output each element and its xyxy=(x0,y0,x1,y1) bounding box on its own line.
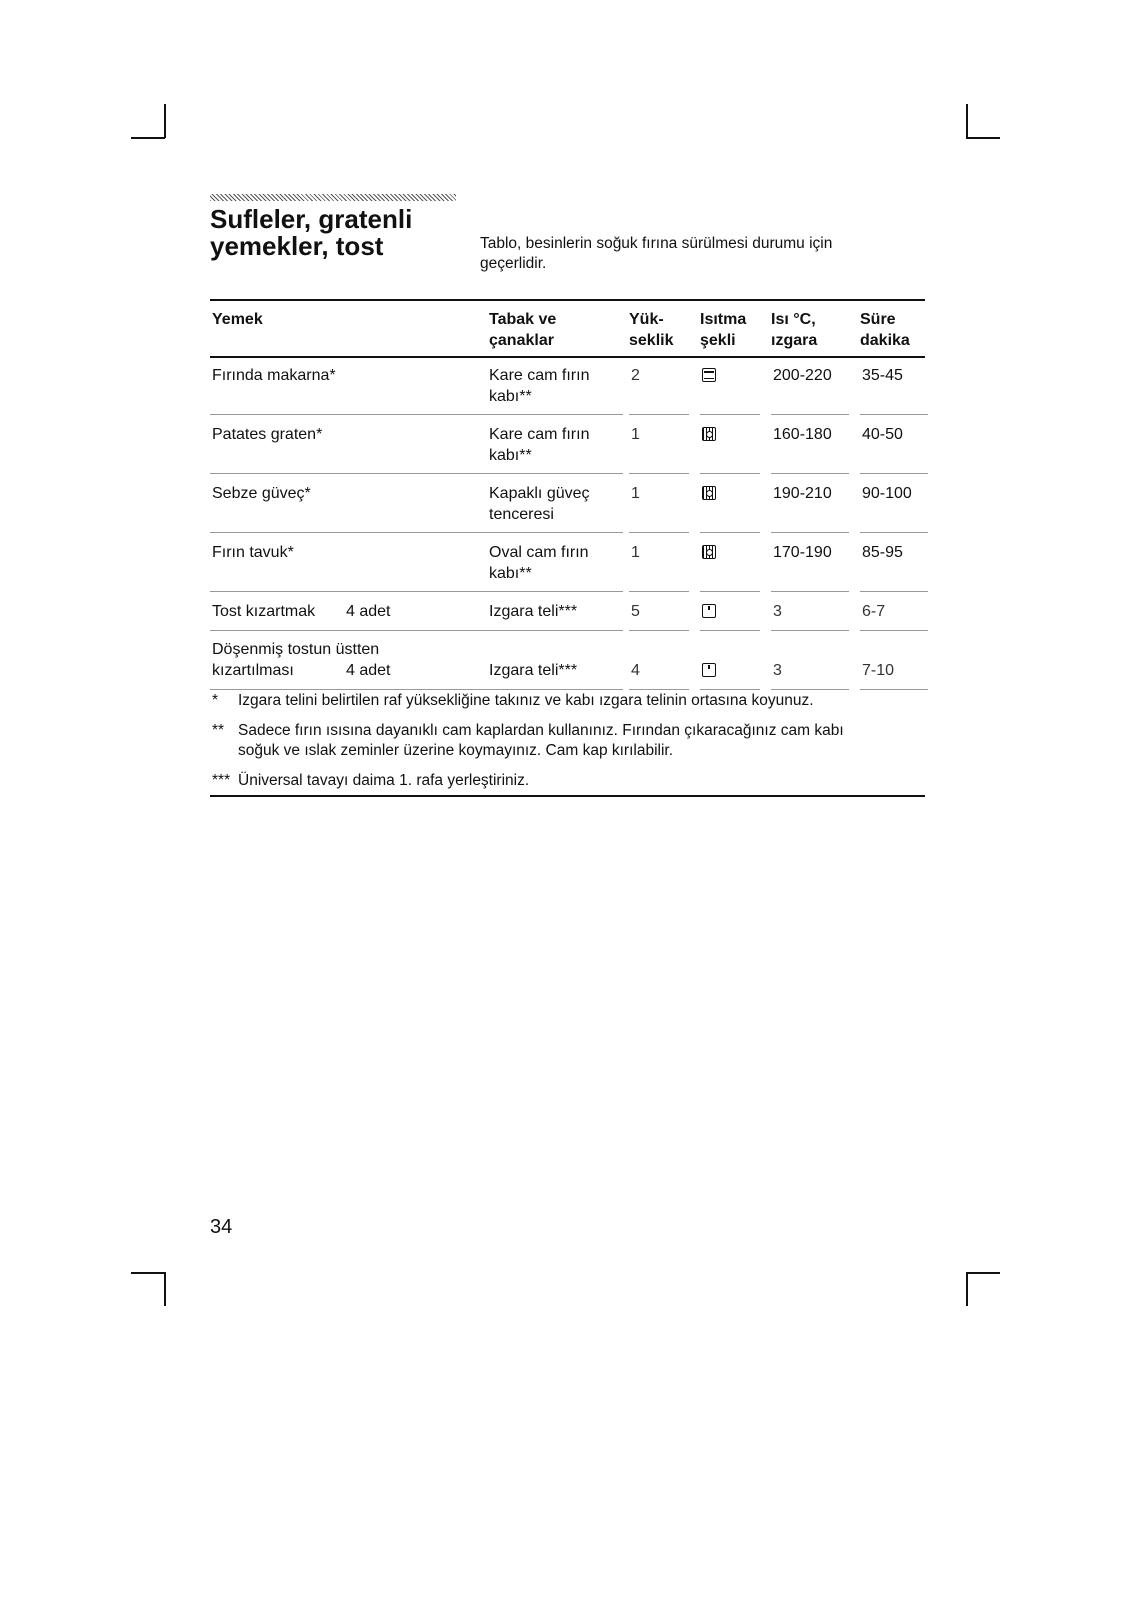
row-dish: Oval cam fırın xyxy=(489,544,589,561)
header-heat-l1: Isıtma xyxy=(700,311,747,328)
row-shelf-level: 1 xyxy=(631,485,640,502)
section-hatch-bar xyxy=(210,194,456,201)
row-dish-line2: tenceresi xyxy=(489,506,554,523)
row-divider xyxy=(860,591,928,592)
row-divider xyxy=(860,532,928,533)
small-grill-icon xyxy=(702,663,716,677)
row-food: Fırın tavuk* xyxy=(212,544,294,561)
row-dish: Izgara teli*** xyxy=(489,603,578,620)
row-dish: Izgara teli*** xyxy=(489,662,578,679)
row-temperature: 200-220 xyxy=(773,367,832,384)
hot-air-icon xyxy=(702,545,716,559)
page-number: 34 xyxy=(210,1216,233,1238)
row-food: Fırında makarna* xyxy=(212,367,336,384)
footnote-2-mark: ** xyxy=(212,722,225,739)
hot-air-icon xyxy=(702,427,716,441)
row-divider xyxy=(771,532,849,533)
header-level-l2: seklik xyxy=(629,332,674,349)
row-divider xyxy=(860,414,928,415)
row-divider xyxy=(629,473,689,474)
row-divider xyxy=(489,689,623,690)
row-shelf-level: 5 xyxy=(631,603,640,620)
row-divider xyxy=(489,473,623,474)
small-grill-icon xyxy=(702,604,716,618)
header-time-l2: dakika xyxy=(860,332,910,349)
row-quantity: 4 adet xyxy=(346,662,391,679)
row-divider xyxy=(700,689,760,690)
row-shelf-level: 2 xyxy=(631,367,640,384)
row-food: Döşenmiş tostun üstten xyxy=(212,641,380,658)
footnote-2-text xyxy=(238,721,928,761)
header-dish-l1: Tabak ve xyxy=(489,311,557,328)
row-divider xyxy=(860,473,928,474)
row-dish-line2: kabı** xyxy=(489,565,532,582)
row-time: 6-7 xyxy=(862,603,886,620)
hot-air-icon xyxy=(702,486,716,500)
row-dish-line2: kabı** xyxy=(489,388,532,405)
row-temperature: 170-190 xyxy=(773,544,832,561)
row-temperature: 160-180 xyxy=(773,426,832,443)
row-time: 85-95 xyxy=(862,544,903,561)
footnote-3-mark: *** xyxy=(212,772,231,789)
row-divider xyxy=(860,630,928,631)
row-quantity: 4 adet xyxy=(346,603,391,620)
section-title-line2: yemekler, tost xyxy=(210,231,384,261)
footnote-1-mark: * xyxy=(212,692,219,709)
row-shelf-level: 4 xyxy=(631,662,640,679)
row-divider xyxy=(700,532,760,533)
header-food xyxy=(212,309,263,330)
header-temperature xyxy=(771,309,817,351)
header-level-l1: Yük- xyxy=(629,311,664,328)
row-divider xyxy=(700,591,760,592)
header-heat-l2: şekli xyxy=(700,332,736,349)
row-time: 40-50 xyxy=(862,426,903,443)
row-food-line2: kızartılması xyxy=(212,662,294,679)
row-dish: Kare cam fırın xyxy=(489,367,590,384)
row-dish: Kare cam fırın xyxy=(489,426,590,443)
intro-line1: Tablo, besinlerin soğuk fırına sürülmesi durumu için xyxy=(480,235,833,252)
row-divider xyxy=(629,689,689,690)
row-shelf-level: 1 xyxy=(631,544,640,561)
row-divider xyxy=(771,414,849,415)
header-level xyxy=(629,309,673,351)
row-divider xyxy=(629,630,689,631)
row-food: Patates graten* xyxy=(212,426,323,443)
row-dish-line2: kabı** xyxy=(489,447,532,464)
footnote-2-line2: soğuk ve ıslak zeminler üzerine koymayınız. Cam kap kırılabilir. xyxy=(238,742,674,759)
row-shelf-level: 1 xyxy=(631,426,640,443)
header-temp-l1: Isı °C, xyxy=(771,311,816,328)
header-food-label: Yemek xyxy=(212,311,263,328)
footnotes-bottom-rule xyxy=(210,795,925,797)
row-time: 7-10 xyxy=(862,662,895,679)
row-divider xyxy=(489,591,623,592)
row-divider xyxy=(629,591,689,592)
row-food: Sebze güveç* xyxy=(212,485,311,502)
row-food: Tost kızartmak xyxy=(212,603,316,620)
row-divider xyxy=(489,630,623,631)
row-divider xyxy=(771,591,849,592)
row-divider xyxy=(860,689,928,690)
row-time: 90-100 xyxy=(862,485,912,502)
row-divider xyxy=(489,532,623,533)
section-title-line1: Sufleler, gratenli xyxy=(210,204,413,234)
row-divider xyxy=(771,689,849,690)
header-time-l1: Süre xyxy=(860,311,896,328)
header-heating xyxy=(700,309,746,351)
row-temperature: 190-210 xyxy=(773,485,832,502)
footnote-2-line1: Sadece fırın ısısına dayanıklı cam kaplardan kullanınız. Fırından çıkaracağınız cam kabı xyxy=(238,722,844,739)
header-temp-l2: ızgara xyxy=(771,332,818,349)
row-temperature: 3 xyxy=(773,603,782,620)
row-divider xyxy=(700,473,760,474)
row-divider xyxy=(629,532,689,533)
table-header-rule xyxy=(210,356,925,358)
row-dish: Kapaklı güveç xyxy=(489,485,590,502)
row-divider xyxy=(700,414,760,415)
row-divider xyxy=(489,414,623,415)
table-top-rule xyxy=(210,299,925,301)
row-divider xyxy=(629,414,689,415)
header-dish-l2: çanaklar xyxy=(489,332,554,349)
header-time xyxy=(860,309,910,351)
row-time: 35-45 xyxy=(862,367,903,384)
row-divider xyxy=(771,473,849,474)
row-divider xyxy=(700,630,760,631)
section-intro xyxy=(480,234,900,274)
intro-line2: geçerlidir. xyxy=(480,255,547,272)
header-dish xyxy=(489,309,556,351)
section-title xyxy=(210,206,460,260)
row-temperature: 3 xyxy=(773,662,782,679)
row-divider xyxy=(771,630,849,631)
footnote-3-text: Üniversal tavayı daima 1. rafa yerleştiriniz. xyxy=(238,772,530,789)
footnote-1-text: Izgara telini belirtilen raf yüksekliğine takınız ve kabı ızgara telinin ortasına koyunuz. xyxy=(238,692,814,709)
top-bottom-heat-icon xyxy=(702,368,716,382)
